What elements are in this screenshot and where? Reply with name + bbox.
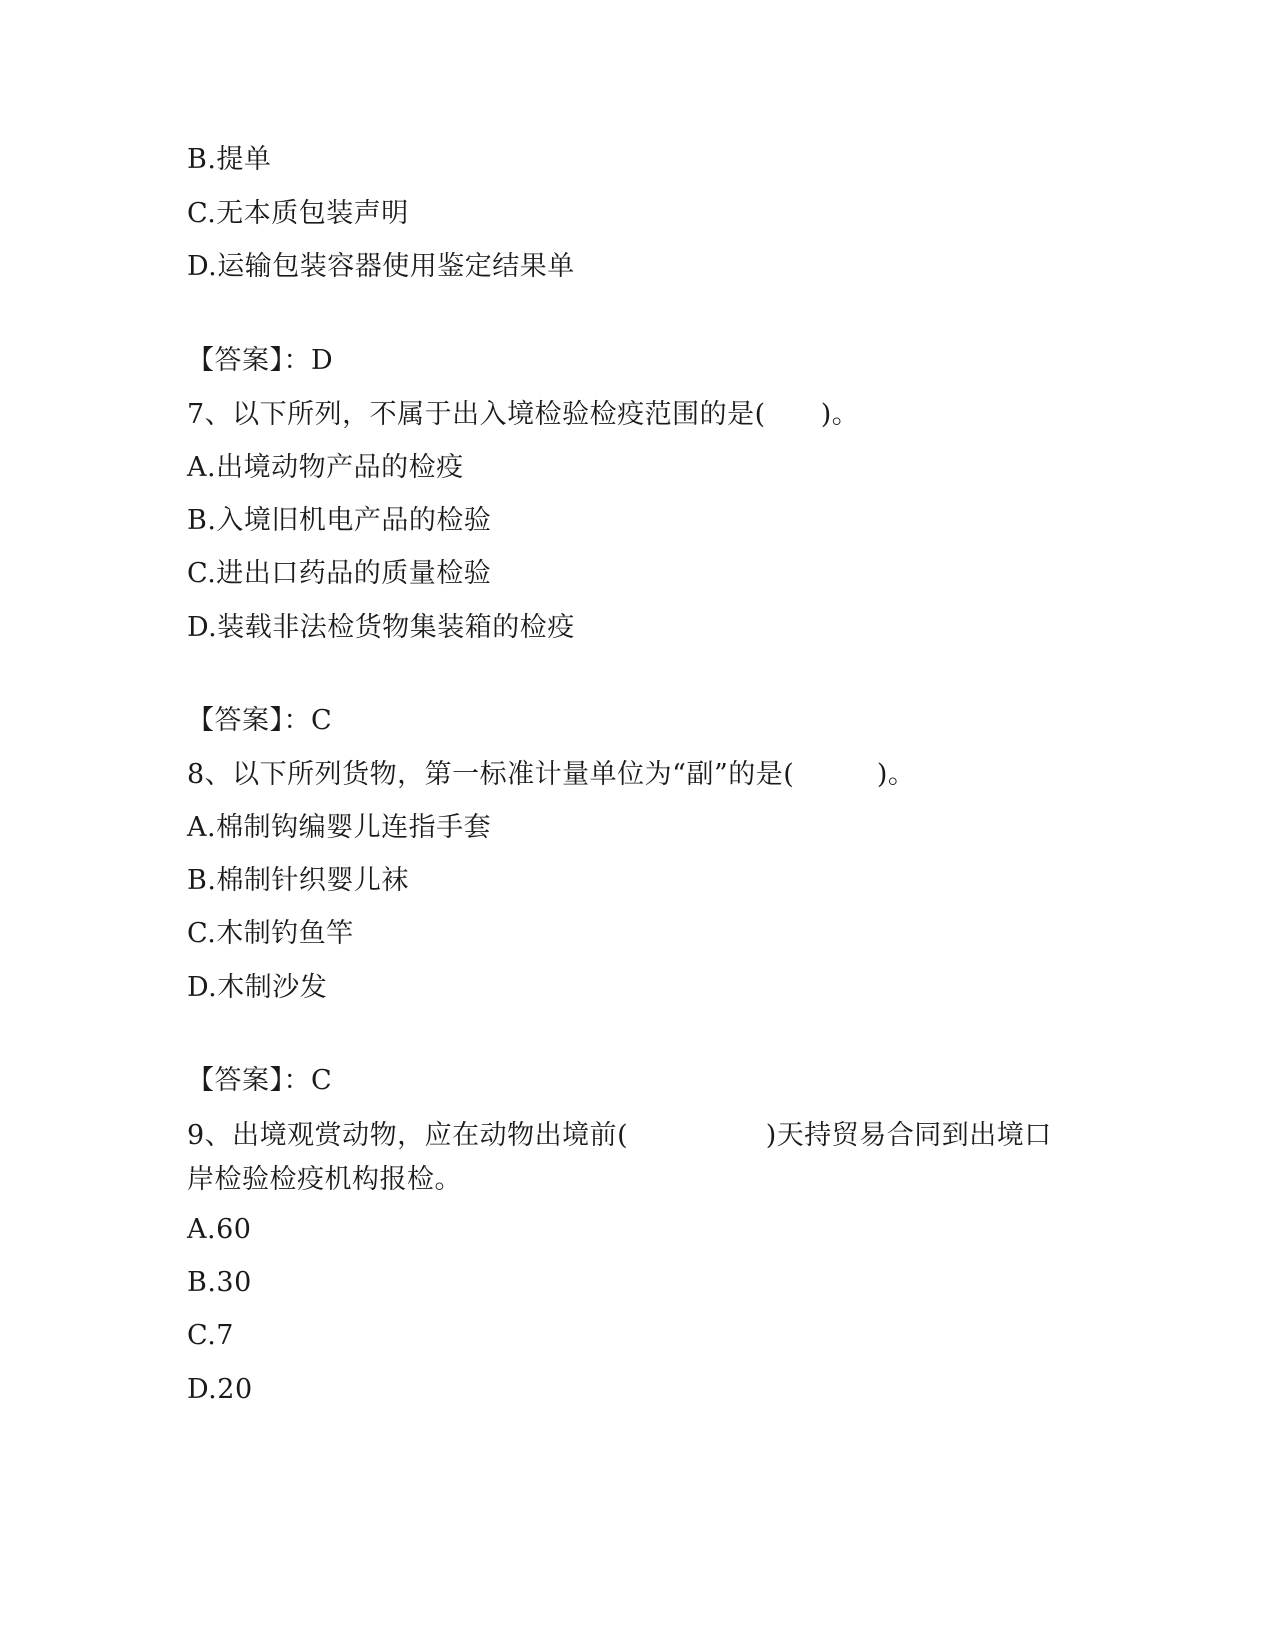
q8-option-a: A.棉制钩编婴儿连指手套 [187, 812, 492, 843]
q7-option-a: A.出境动物产品的检疫 [187, 452, 464, 483]
q9-option-d: D.20 [187, 1374, 253, 1405]
q8-option-b: B.棉制针织婴儿袜 [187, 865, 409, 896]
q8-question: 8、以下所列货物，第一标准计量单位为“副”的是( )。 [187, 759, 916, 790]
q7-question: 7、以下所列，不属于出入境检验检疫范围的是( )。 [187, 399, 860, 430]
q6-option-b: B.提单 [187, 144, 272, 175]
q9-question: 9、出境观赏动物，应在动物出境前( )天持贸易合同到出境口岸检验检疫机构报检。 [187, 1120, 1052, 1195]
q8-option-c: C.木制钓鱼竿 [187, 918, 354, 949]
q8-answer: 【答案】：C [187, 1065, 333, 1096]
q6-answer: 【答案】：D [187, 345, 334, 376]
q9-option-b: B.30 [187, 1267, 252, 1298]
q7-option-b: B.入境旧机电产品的检验 [187, 505, 492, 536]
q9-option-c: C.7 [187, 1320, 234, 1351]
q7-answer: 【答案】：C [187, 705, 333, 736]
q8-option-d: D.木制沙发 [187, 972, 328, 1003]
q7-option-d: D.装载非法检货物集装箱的检疫 [187, 612, 575, 643]
q6-option-c: C.无本质包装声明 [187, 198, 409, 229]
q7-option-c: C.进出口药品的质量检验 [187, 558, 492, 589]
q6-option-d: D.运输包装容器使用鉴定结果单 [187, 251, 575, 282]
q9-option-a: A.60 [187, 1214, 252, 1245]
